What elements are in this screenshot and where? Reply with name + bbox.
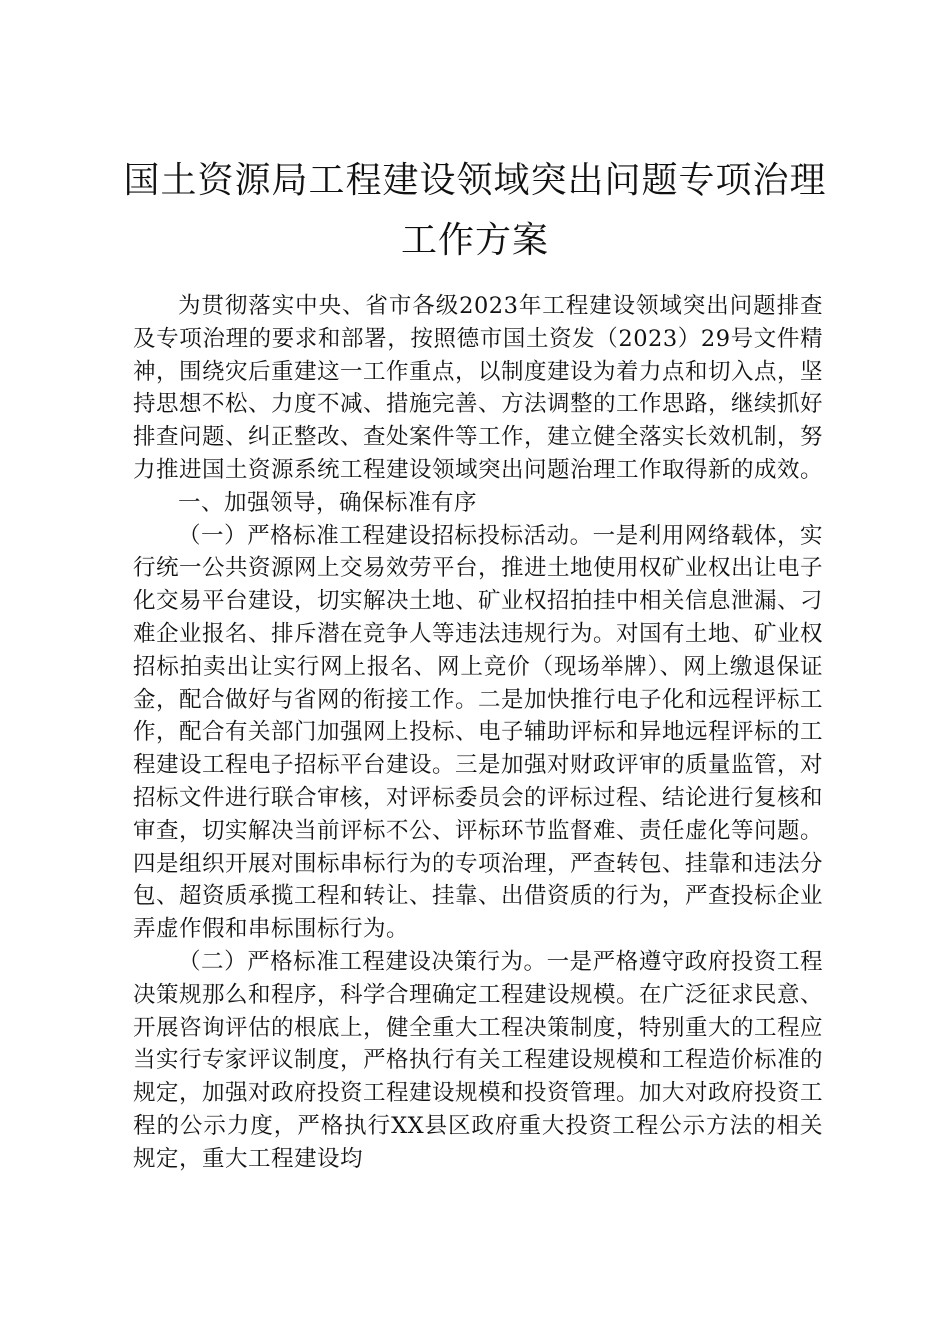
intro-paragraph: 为贯彻落实中央、省市各级2023年工程建设领域突出问题排查及专项治理的要求和部署，按照德市国土资发（2023）29号文件精神，围绕灾后重建这一工作重点，以制度建设为着力点和切入点，坚持思想不松、力度不减、措施完善、方法调整的工作思路，继续抓好排查问题、纠正整改、查处案件等工作，建立健全落实长效机制，努力推进国土资源系统工程建设领域突出问题治理工作取得新的成效。 [133, 293, 824, 483]
section-heading: 一、加强领导，确保标准有序 [178, 489, 478, 516]
subsection-paragraph-2: （二）严格标准工程建设决策行为。一是严格遵守政府投资工程决策规那么和程序，科学合理确定工程建设规模。在广泛征求民意、开展咨询评估的根底上，健全重大工程决策制度，特别重大的工程应当实行专家评议制度，严格执行有关工程建设规模和工程造价标准的规定，加强对政府投资工程建设规模和投资管理。加大对政府投资工程的公示力度，严格执行XX县区政府重大投资工程公示方法的相关规定，重大工程建设均 [133, 948, 824, 1172]
subsection-paragraph-1: （一）严格标准工程建设招标投标活动。一是利用网络载体，实行统一公共资源网上交易效劳平台，推进土地使用权矿业权出让电子化交易平台建设，切实解决土地、矿业权招拍挂中相关信息泄漏、刁难企业报名、排斥潜在竞争人等违法违规行为。对国有土地、矿业权招标拍卖出让实行网上报名、网上竞价（现场举牌）、网上缴退保证金，配合做好与省网的衔接工作。二是加快推行电子化和远程评标工作，配合有关部门加强网上投标、电子辅助评标和异地远程评标的工程建设工程电子招标平台建设。三是加强对财政评审的质量监管，对招标文件进行联合审核，对评标委员会的评标过程、结论进行复核和审查，切实解决当前评标不公、评标环节监督难、责任虚化等问题。四是组织开展对围标串标行为的专项治理，严查转包、挂靠和违法分包、超资质承揽工程和转让、挂靠、出借资质的行为，严查投标企业弄虚作假和串标围标行为。 [133, 522, 824, 943]
document-title-line-2: 工作方案 [400, 220, 549, 261]
document-body [133, 290, 823, 1176]
document-title-line-1: 国土资源局工程建设领域突出问题专项治理 [123, 160, 827, 201]
